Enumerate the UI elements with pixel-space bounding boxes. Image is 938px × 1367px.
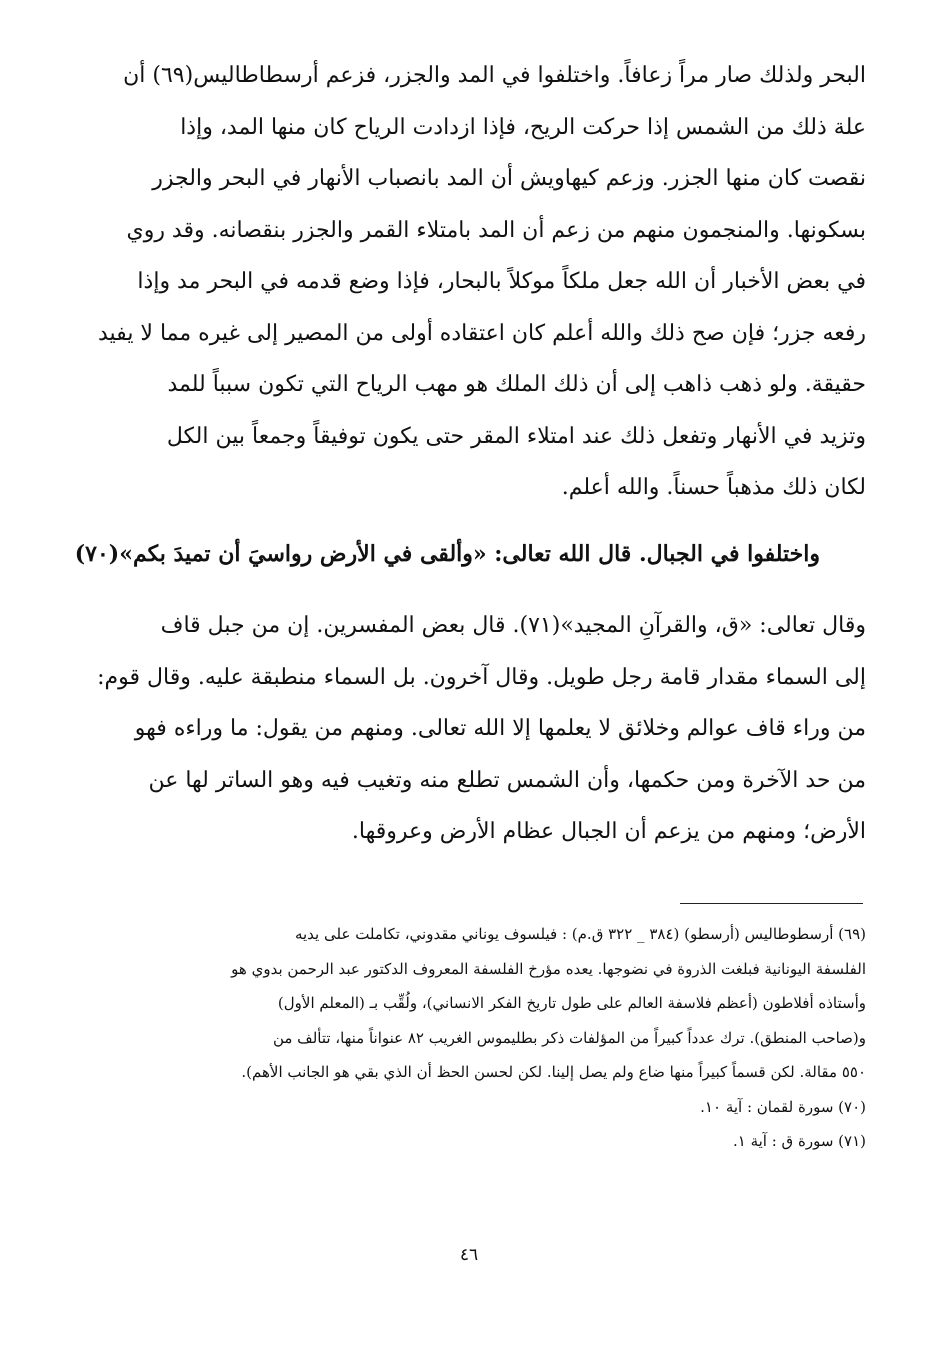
text-line: بسكونها. والمنجمون منهم من زعم أن المد بامتلاء القمر والجزر بنقصانه. وقد روي [126,217,866,243]
page-number: ٤٦ [459,1245,479,1265]
footnote-line: وأستاذه أفلاطون (أعظم فلاسفة العالم على طول تاريخ الفكر الانساني)، ولُقِّب بـ (المعلم الأول) [277,994,866,1012]
text-line: علة ذلك من الشمس إذا حركت الريح، فإذا ازدادت الرياح كان منها المد، وإذا [180,114,866,140]
text-line: وقال تعالى: «ق، والقرآنِ المجيد»(٧١). قال بعض المفسرين. إن من جبل قاف [160,613,866,638]
text-line: وتزيد في الأنهار وتفعل ذلك عند امتلاء المقر حتى يكون توفيقاً وجمعاً بين الكل [166,423,866,449]
footnote-line: و(صاحب المنطق). ترك عدداً كبيراً من المؤلفات ذكر بطليموس الغريب ٨٢ عنواناً منها، تتألف من [272,1028,866,1047]
footnote-line: (٧٠) سورة لقمان : آية ١٠. [700,1097,866,1116]
text-line: الأرض؛ ومنهم من يزعم أن الجبال عظام الأرض وعروقها. [351,819,866,844]
footnote-line: ٥٥٠ مقالة. لكن قسماً كبيراً منها ضاع ولم يصل إلينا. لكن لحسن الحظ أن الذي بقي هو الجانب الأهم). [241,1063,866,1081]
footnote-line: (٧١) سورة ق : آية ١. [732,1132,866,1150]
paragraph-tides [74,50,866,514]
text-line: البحر ولذلك صار مراً زعافاً. واختلفوا في المد والجزر، فزعم أرسطاطاليس(٦٩) أن [123,63,866,88]
footnotes [74,917,866,1159]
text-line: نقصت كان منها الجزر. وزعم كيهاويش أن المد بانصباب الأنهار في البحر والجزر [152,166,866,191]
text-line: حقيقة. ولو ذهب ذاهب إلى أن ذلك الملك هو مهب الرياح التي تكون سبباً للمد [167,372,866,397]
text-line: من حد الآخرة ومن حكمها، وأن الشمس تطلع منه وتغيب فيه وهو الساتر لها عن [148,767,866,793]
footnote-line: الفلسفة اليونانية فبلغت الذروة في نضوجها. يعده مؤرخ الفلسفة المعروف الدكتور عبد الرحمن بدوي هو [231,959,866,978]
footnote-divider [680,903,863,904]
text-line: رفعه جزر؛ فإن صح ذلك والله أعلم كان اعتقاده أولى من المصير إلى غيره مما لا يفيد [98,320,866,346]
text-line: من وراء قاف عوالم وخلائق لا يعلمها إلا الله تعالى. ومنهم من يقول: ما وراءه فهو [134,716,866,741]
paragraph-mount-qaf [74,600,866,858]
text-line: لكان ذلك مذهباً حسناً. والله أعلم. [561,475,866,500]
footnote-line: (٦٩) أرسطوطاليس (أرسطو) (٣٨٤ _ ٣٢٢ ق.م) : فيلسوف يوناني مقدوني، تكاملت على يديه [294,925,866,943]
text-line: إلى السماء مقدار قامة رجل طويل. وقال آخرون. بل السماء منطبقة عليه. وقال قوم: [97,664,866,690]
text-line: في بعض الأخبار أن الله جعل ملكاً موكلاً بالبحار، فإذا وضع قدمه في البحر مد وإذا [137,269,866,294]
section-heading-mountains: واختلفوا في الجبال. قال الله تعالى: «وألقى في الأرض رواسيَ أن تميدَ بكم»(٧٠) [74,541,820,567]
